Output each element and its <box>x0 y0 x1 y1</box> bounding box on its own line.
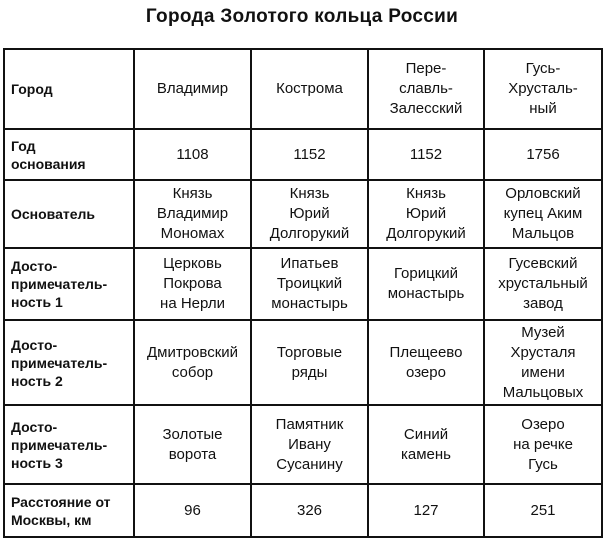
row-label: Расстояние от Москвы, км <box>4 484 134 537</box>
table-cell: Озеро на речке Гусь <box>484 405 602 484</box>
table-cell: Церковь Покрова на Нерли <box>134 248 251 320</box>
table-row-city <box>4 49 602 129</box>
table-cell: Князь Юрий Долгорукий <box>368 180 484 248</box>
table-cell: 1152 <box>368 129 484 180</box>
row-label: Город <box>4 49 134 129</box>
table-cell: Гусевский хрустальный завод <box>484 248 602 320</box>
table-row-landmark-3 <box>4 405 602 484</box>
table-cell: Кострома <box>251 49 368 129</box>
table-cell: Дмитровский собор <box>134 320 251 405</box>
table-cell: Пере- славль- Залесский <box>368 49 484 129</box>
table-row-distance <box>4 484 602 537</box>
table-row-founder <box>4 180 602 248</box>
table-cell: 326 <box>251 484 368 537</box>
cities-table <box>3 48 603 538</box>
row-label: Досто- примечатель- ность 3 <box>4 405 134 484</box>
table-cell: Владимир <box>134 49 251 129</box>
row-label: Год основания <box>4 129 134 180</box>
table-cell: 1152 <box>251 129 368 180</box>
table-cell: Князь Владимир Мономах <box>134 180 251 248</box>
table-cell: Горицкий монастырь <box>368 248 484 320</box>
table-row-landmark-2 <box>4 320 602 405</box>
table-cell: 1756 <box>484 129 602 180</box>
table-cell: Плещеево озеро <box>368 320 484 405</box>
table-cell: 127 <box>368 484 484 537</box>
table-cell: Памятник Ивану Сусанину <box>251 405 368 484</box>
table-cell: Ипатьев Троицкий монастырь <box>251 248 368 320</box>
table-cell: Золотые ворота <box>134 405 251 484</box>
table-cell: Синий камень <box>368 405 484 484</box>
row-label: Досто- примечатель- ность 2 <box>4 320 134 405</box>
table-cell: 251 <box>484 484 602 537</box>
table-cell: Торговые ряды <box>251 320 368 405</box>
table-cell: Музей Хрусталя имени Мальцовых <box>484 320 602 405</box>
table-cell: Гусь- Хрусталь- ный <box>484 49 602 129</box>
table-row-founding-year <box>4 129 602 180</box>
table-cell: Орловский купец Аким Мальцов <box>484 180 602 248</box>
table-cell: Князь Юрий Долгорукий <box>251 180 368 248</box>
row-label: Досто- примечатель- ность 1 <box>4 248 134 320</box>
table-cell: 1108 <box>134 129 251 180</box>
table-cell: 96 <box>134 484 251 537</box>
row-label: Основатель <box>4 180 134 248</box>
table-row-landmark-1 <box>4 248 602 320</box>
page-title: Города Золотого кольца России <box>145 6 459 27</box>
